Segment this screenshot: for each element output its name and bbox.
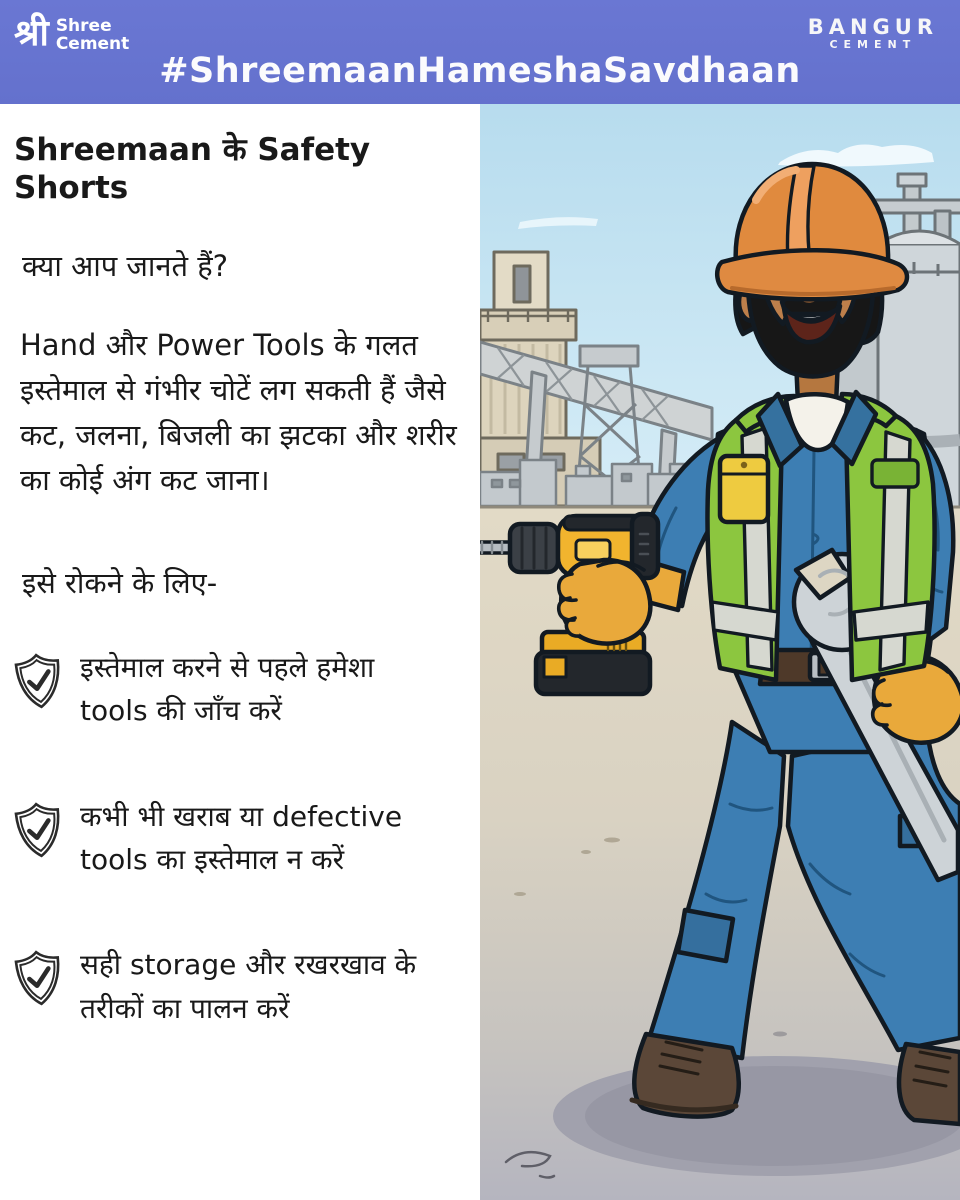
- list-item: [14, 943, 470, 1030]
- checklist-item-text: इस्तेमाल करने से पहले हमेशा tools की जाँच करें: [80, 650, 375, 728]
- shree-logo-line1: Shree: [55, 16, 112, 36]
- safety-checklist: [14, 646, 470, 1030]
- shield-check-icon: [11, 947, 67, 1014]
- worker-illustration: [480, 104, 960, 1200]
- bangur-logo-line2: CEMENT: [829, 38, 917, 51]
- shree-cement-logo: [14, 14, 129, 54]
- campaign-hashtag: #ShreemaanHameshaSavdhaan: [159, 51, 801, 91]
- bangur-cement-logo: [808, 16, 938, 52]
- bangur-logo-line1: BANGUR: [807, 15, 938, 39]
- prevention-heading: इसे रोकने के लिए-: [22, 565, 218, 600]
- shield-check-icon: [11, 649, 67, 716]
- checklist-item-text: सही storage और रखरखाव के तरीकों का पालन करें: [80, 948, 417, 1025]
- question-text: क्या आप जानते हैं?: [22, 249, 229, 283]
- list-item: [14, 795, 470, 882]
- shree-logo-line2: Cement: [55, 34, 130, 54]
- checklist-item-text: कभी भी खराब या defective tools का इस्तेमाल न करें: [80, 799, 403, 876]
- header-band: [0, 0, 960, 104]
- text-panel: [0, 104, 480, 1200]
- shree-logo-mark: श्री: [14, 13, 49, 54]
- poster-title: Shreemaan के Safety Shorts: [14, 132, 371, 206]
- right-glove: [559, 560, 651, 644]
- hazard-paragraph: Hand और Power Tools के गलत इस्तेमाल से गंभीर चोटें लग सकती हैं जैसे कट, जलना, बिजली का झटका और शरीर का कोई अंग कट जाना।: [20, 328, 457, 497]
- shield-check-icon: [11, 798, 67, 865]
- list-item: [14, 646, 470, 733]
